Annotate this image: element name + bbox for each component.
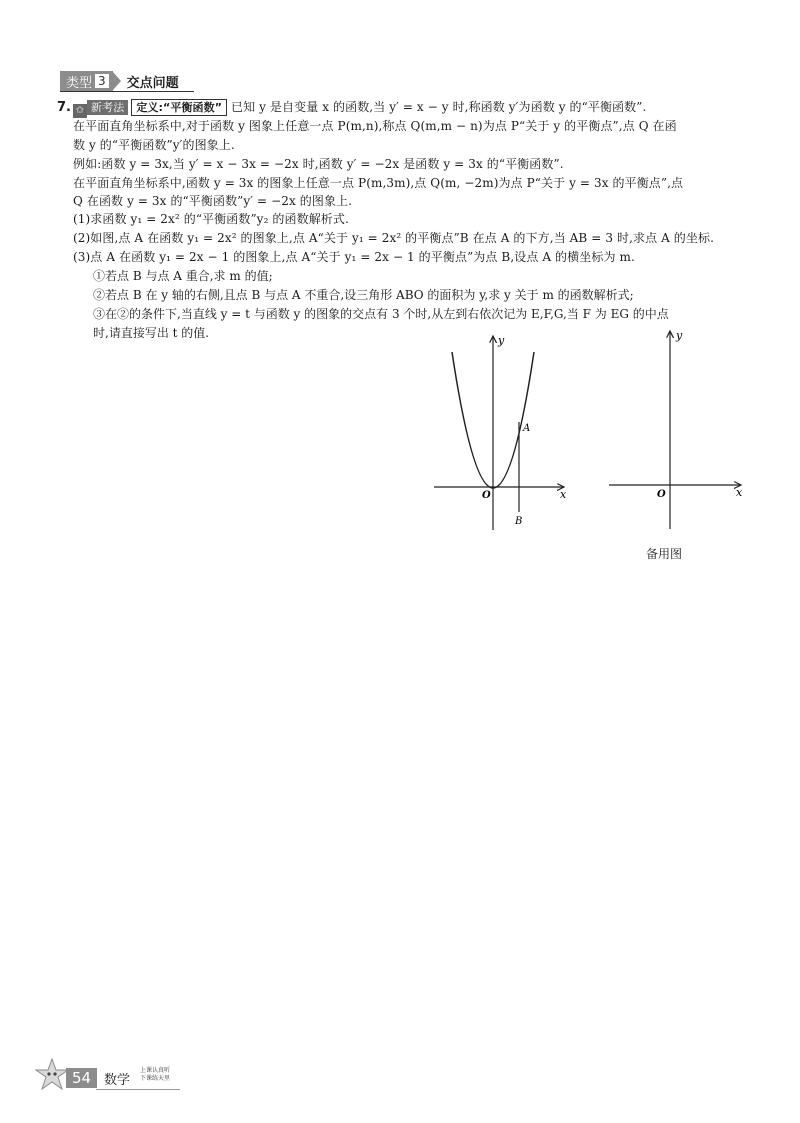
sub-question-3: ③在②的条件下,当直线 y = t 与函数 y 的图象的交点有 3 个时,从左到右依次记为 E,F,G,当 F 为 EG 的中点 xyxy=(93,307,669,321)
origin-label-2: O xyxy=(657,489,666,500)
sub-question-2: ②若点 B 在 y 轴的右侧,且点 B 与点 A 不重合,设三角形 ABO 的面积为 y,求 y 关于 m 的函数解析式; xyxy=(93,288,634,302)
y-axis-label: y xyxy=(498,334,505,347)
question-line-2: 在平面直角坐标系中,对于函数 y 图象上任意一点 P(m,n),称点 Q(m,m − n)为点 P“关于 y 的平衡点”,点 Q 在函 xyxy=(73,119,677,133)
question-part-1: (1)求函数 y₁ = 2x² 的“平衡函数”y₂ 的函数解析式. xyxy=(73,212,349,226)
point-b-label: B xyxy=(515,516,523,527)
question-line-3: 数 y 的“平衡函数”y′的图象上. xyxy=(73,138,235,152)
figure-blank-axes xyxy=(605,325,755,535)
section-number: 3 xyxy=(95,74,109,88)
footer-slogan xyxy=(140,1067,170,1083)
x-axis-label-2: x xyxy=(736,486,743,499)
section-arrow xyxy=(113,72,121,90)
figure-caption: 备用图 xyxy=(646,547,683,561)
question-line-4: 例如:函数 y = 3x,当 y′ = x − 3x = −2x 时,函数 y′ = −2x 是函数 y = 3x 的“平衡函数”. xyxy=(73,157,564,171)
question-line-1: 已知 y 是自变量 x 的函数,当 y′ = x − y 时,称函数 y′为函数 y 的“平衡函数”. xyxy=(231,100,647,114)
question-line-6: Q 在函数 y = 3x 的“平衡函数”y′ = −2x 的图象上. xyxy=(73,194,353,208)
y-axis-label-2: y xyxy=(676,329,683,342)
sub-question-3-cont: 时,请直接写出 t 的值. xyxy=(93,326,210,340)
question-part-2: (2)如图,点 A 在函数 y₁ = 2x² 的图象上,点 A“关于 y₁ = 2x² 的平衡点”B 在点 A 的下方,当 AB = 3 时,求点 A 的坐标. xyxy=(73,231,715,245)
point-a-label: A xyxy=(523,423,531,434)
slogan-line-1: 上课认真听 xyxy=(140,1067,171,1074)
star-icon: ✩ xyxy=(73,104,87,118)
footer-rule xyxy=(96,1089,180,1090)
question-number: 7. xyxy=(57,100,71,115)
subject-label: 数学 xyxy=(104,1073,131,1088)
origin-label: O xyxy=(482,490,491,501)
section-header xyxy=(60,71,179,91)
new-method-badge: 新考法 xyxy=(87,100,128,115)
question-line-5: 在平面直角坐标系中,函数 y = 3x 的图象上任意一点 P(m,3m),点 Q(m, −2m)为点 P“关于 y = 3x 的平衡点”,点 xyxy=(73,176,684,190)
page-number: 54 xyxy=(66,1068,97,1088)
mascot-star-icon xyxy=(35,1058,69,1092)
question-part-3: (3)点 A 在函数 y₁ = 2x − 1 的图象上,点 A“关于 y₁ = 2x − 1 的平衡点”为点 B,设点 A 的横坐标为 m. xyxy=(73,250,635,264)
question-intro-line xyxy=(73,99,646,118)
definition-box: 定义:“平衡函数” xyxy=(131,99,227,116)
sub-question-1: ①若点 B 与点 A 重合,求 m 的值; xyxy=(93,269,273,283)
section-underline xyxy=(60,91,194,92)
slogan-line-2: 下课练天里 xyxy=(140,1075,171,1082)
section-label: 类型 xyxy=(66,75,93,91)
section-title: 交点问题 xyxy=(126,75,179,91)
section-tag xyxy=(60,71,113,91)
figure-parabola xyxy=(430,330,580,540)
x-axis-label: x xyxy=(560,488,567,501)
